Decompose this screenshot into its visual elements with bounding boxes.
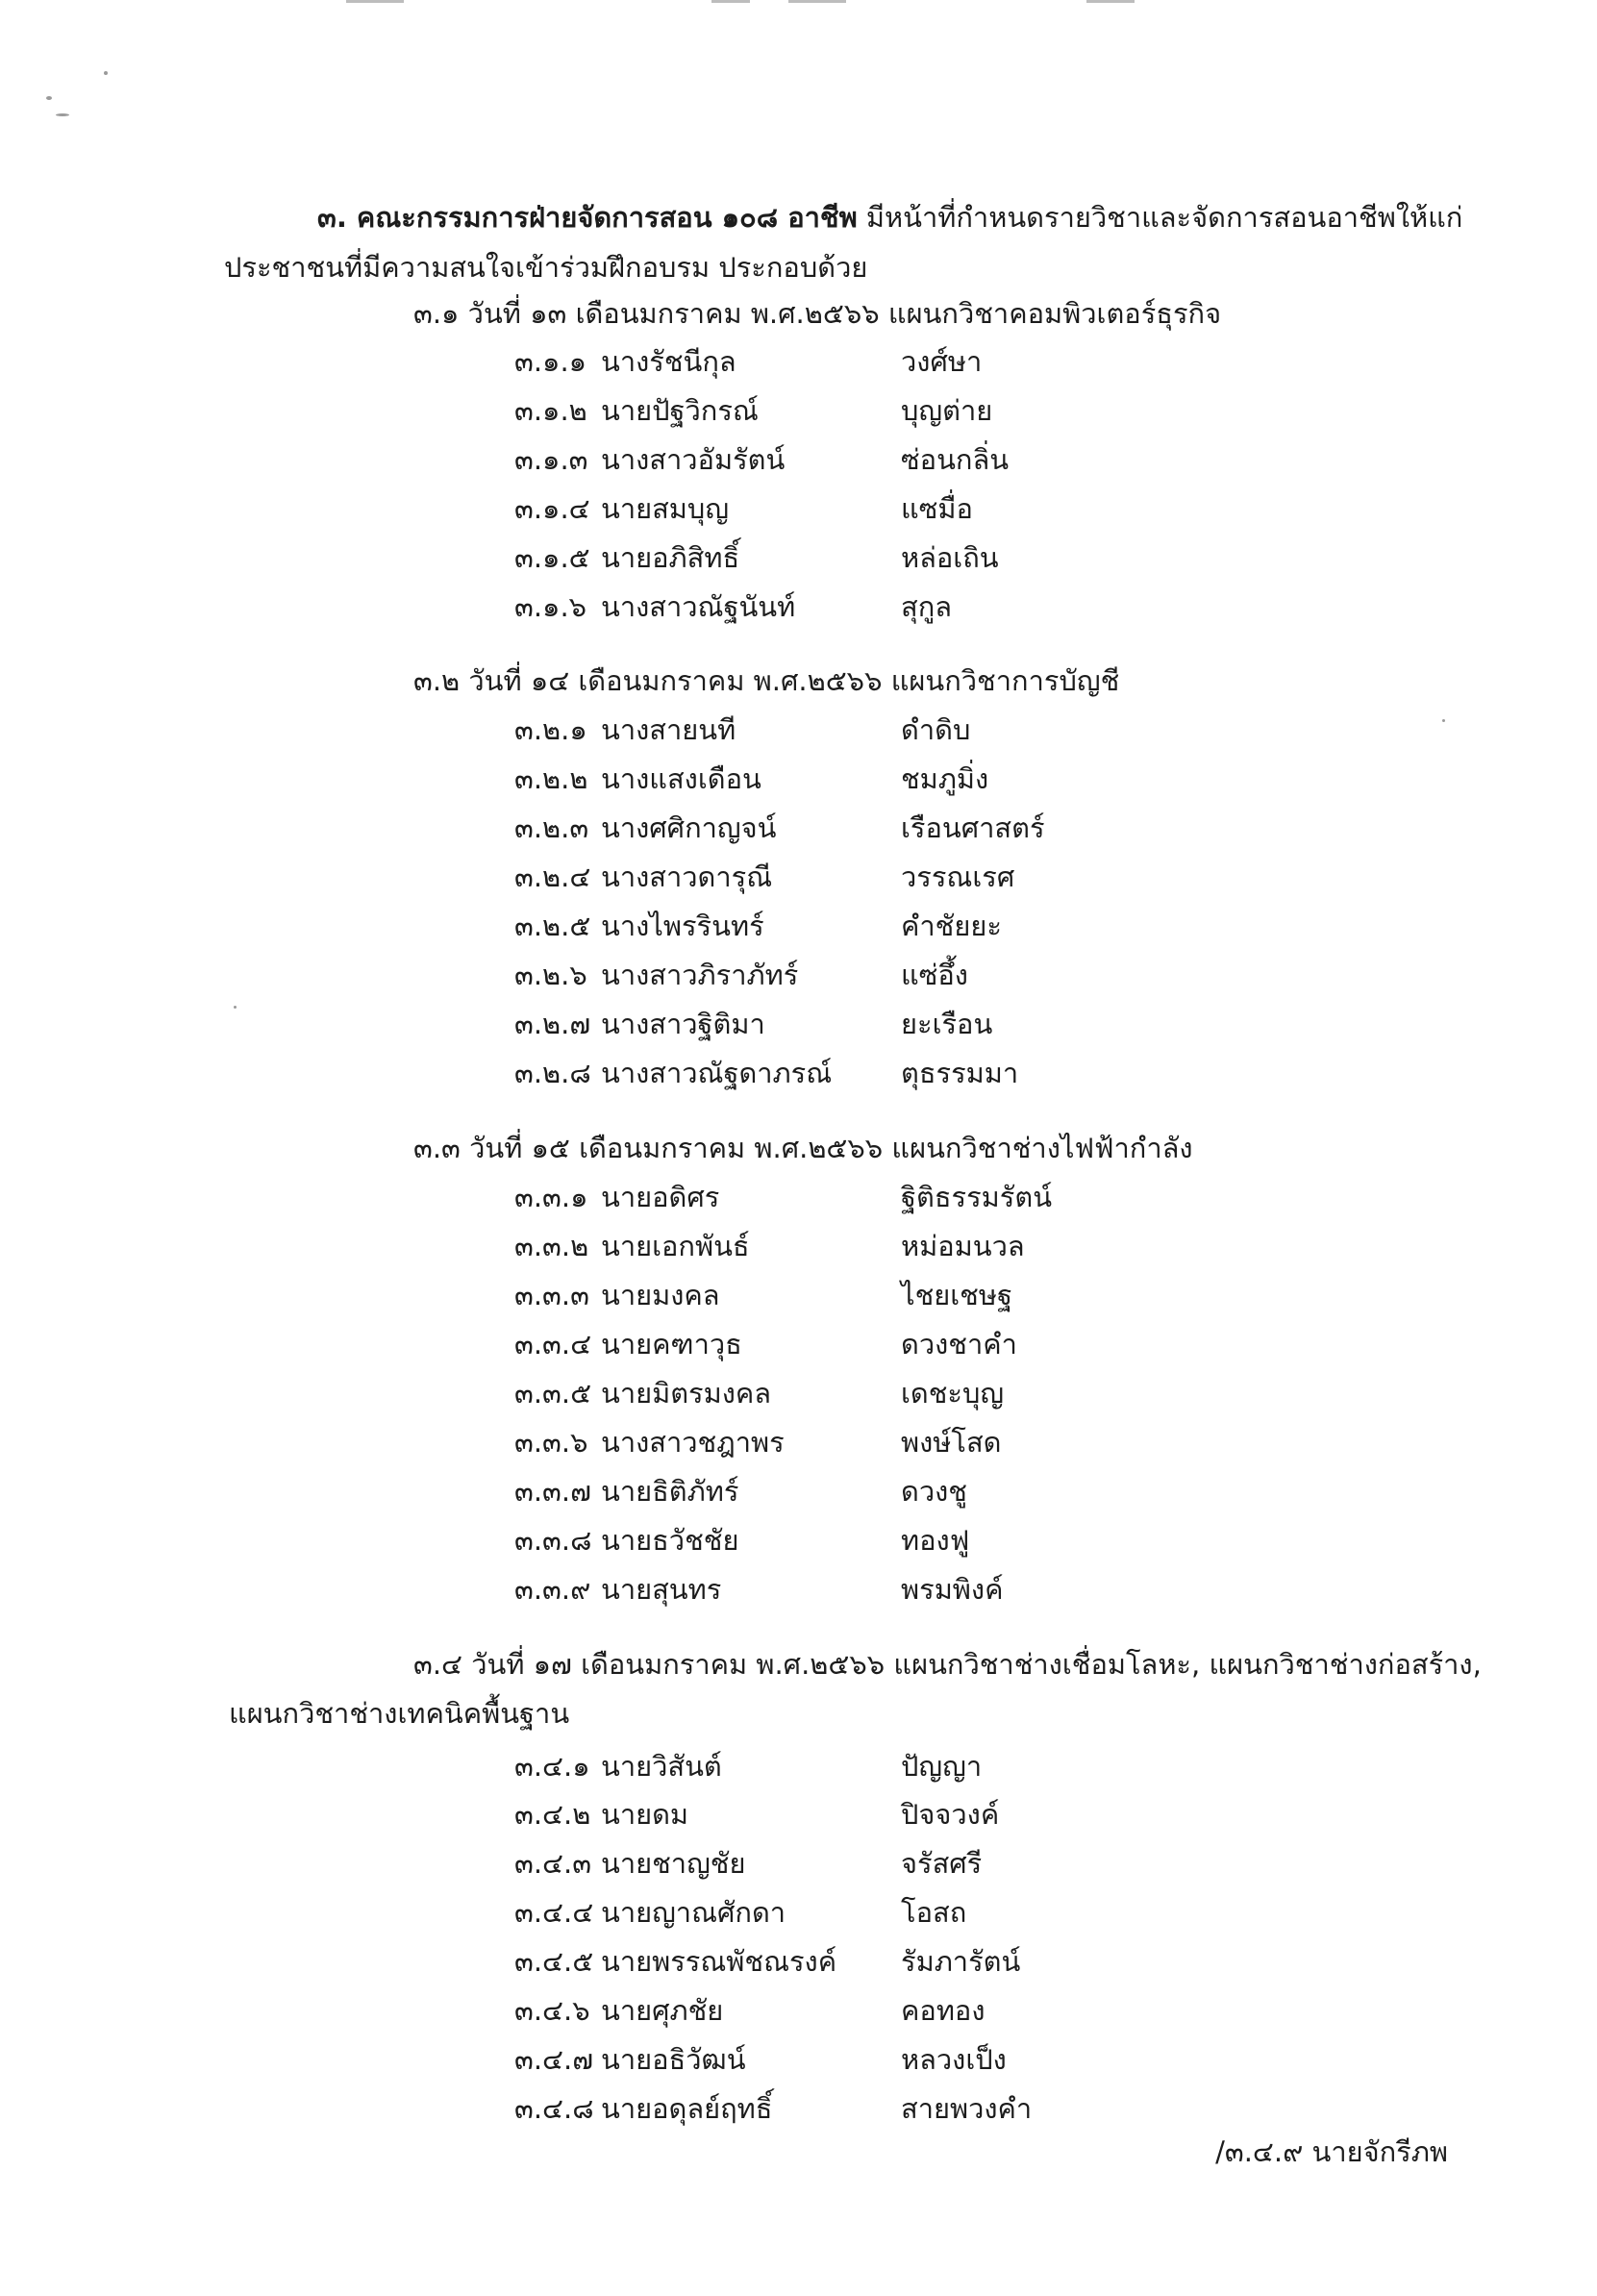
member-surname: โอสถ xyxy=(901,1896,967,1929)
member-surname: ทองฟู xyxy=(901,1524,970,1557)
member-number: ๓.๓.๙ xyxy=(514,1573,591,1606)
member-surname: เรือนศาสตร์ xyxy=(901,811,1045,844)
member-number: ๓.๑.๕ xyxy=(514,541,590,574)
member-row xyxy=(514,1276,1476,1314)
member-number: ๓.๒.๒ xyxy=(514,762,588,795)
member-surname: แซ่อึ้ง xyxy=(901,959,968,991)
member-name: นางสาวดารุณี xyxy=(601,861,773,893)
member-name: นายดม xyxy=(601,1798,689,1831)
member-name: นางแสงเดือน xyxy=(601,762,761,795)
member-surname: พงษ์โสด xyxy=(901,1426,1002,1459)
member-name: นางไพรรินทร์ xyxy=(601,910,764,942)
member-name: นายญาณศักดา xyxy=(601,1896,786,1929)
member-number: ๓.๒.๖ xyxy=(514,959,587,991)
member-number: ๓.๔.๗ xyxy=(514,2043,594,2076)
member-number: ๓.๔.๒ xyxy=(514,1798,591,1831)
section-heading-3-3: ๓.๓ วันที่ ๑๕ เดือนมกราคม พ.ศ.๒๕๖๖ แผนกวิชาช่างไฟฟ้ากำลัง xyxy=(413,1132,1193,1164)
member-row xyxy=(514,391,1476,430)
member-number: ๓.๓.๓ xyxy=(514,1279,589,1311)
member-row xyxy=(514,858,1476,896)
member-number: ๓.๔.๕ xyxy=(514,1945,594,1978)
member-name: นางสาวชฎาพร xyxy=(601,1426,785,1459)
member-number: ๓.๔.๖ xyxy=(514,1994,590,2027)
member-surname: ฐิติธรรมรัตน์ xyxy=(901,1181,1053,1213)
member-name: นางสาวภิราภัทร์ xyxy=(601,959,799,991)
member-surname: รัมภารัตน์ xyxy=(901,1945,1021,1978)
member-number: ๓.๔.๓ xyxy=(514,1847,592,1880)
intro-heading: ๓. คณะกรรมการฝ่ายจัดการสอน ๑๐๘ อาชีพ xyxy=(317,201,858,234)
member-number: ๓.๓.๑ xyxy=(514,1181,588,1213)
member-surname: ปิจจวงค์ xyxy=(901,1798,1000,1831)
member-name: นายธิติภัทร์ xyxy=(601,1475,739,1508)
member-name: นางสาวอัมรัตน์ xyxy=(601,443,786,476)
member-row xyxy=(514,1942,1476,1981)
member-name: นายมิตรมงคล xyxy=(601,1377,772,1410)
member-number: ๓.๒.๕ xyxy=(514,910,591,942)
member-number: ๓.๓.๒ xyxy=(514,1230,589,1262)
member-surname: จรัสศรี xyxy=(901,1847,983,1880)
member-row xyxy=(514,809,1476,847)
member-name: นายศุภชัย xyxy=(601,1994,724,2027)
member-number: ๓.๓.๕ xyxy=(514,1377,592,1410)
member-row xyxy=(514,1472,1476,1510)
member-row xyxy=(514,1795,1476,1834)
member-surname: วงศ์ษา xyxy=(901,345,983,378)
section-heading-3-2: ๓.๒ วันที่ ๑๔ เดือนมกราคม พ.ศ.๒๕๖๖ แผนกวิชาการบัญชี xyxy=(413,664,1120,697)
member-surname: สุกูล xyxy=(901,590,953,623)
member-name: นายสุนทร xyxy=(601,1573,722,1606)
member-name: นายอภิสิทธิ์ xyxy=(601,541,740,574)
member-number: ๓.๓.๗ xyxy=(514,1475,591,1508)
member-name: นางรัชนีกุล xyxy=(601,345,736,378)
member-name: นางสายนที xyxy=(601,713,736,746)
member-row xyxy=(514,1844,1476,1883)
member-surname: พรมพิงค์ xyxy=(901,1573,1004,1606)
member-surname: ซ่อนกลิ่น xyxy=(901,443,1010,476)
member-row xyxy=(514,956,1476,994)
member-name: นายธวัชชัย xyxy=(601,1524,739,1557)
member-number: ๓.๒.๔ xyxy=(514,861,591,893)
member-surname: ไชยเชษฐ xyxy=(901,1279,1012,1311)
member-row xyxy=(514,489,1476,528)
member-row xyxy=(514,1747,1476,1785)
member-number: ๓.๑.๑ xyxy=(514,345,587,378)
intro-line-2: ประชาชนที่มีความสนใจเข้าร่วมฝึกอบรม ประกอบด้วย xyxy=(224,251,868,284)
member-row xyxy=(514,760,1476,798)
member-number: ๓.๓.๖ xyxy=(514,1426,588,1459)
intro-line-1 xyxy=(317,193,1462,241)
member-name: นายคฑาวุธ xyxy=(601,1328,742,1360)
member-row xyxy=(514,342,1476,381)
member-number: ๓.๒.๗ xyxy=(514,1008,591,1040)
member-row xyxy=(514,440,1476,479)
scan-artifact xyxy=(788,0,846,3)
member-row xyxy=(514,1374,1476,1412)
member-row xyxy=(514,2040,1476,2079)
member-surname: แซมื่อ xyxy=(901,492,973,525)
member-surname: คอทอง xyxy=(901,1994,986,2027)
scan-artifact xyxy=(1086,0,1135,3)
member-number: ๓.๑.๓ xyxy=(514,443,588,476)
section-heading-3-4-cont: แผนกวิชาช่างเทคนิคพื้นฐาน xyxy=(229,1697,570,1730)
member-name: นายพรรณพัชณรงค์ xyxy=(601,1945,837,1978)
member-surname: หม่อมนวล xyxy=(901,1230,1025,1262)
member-row xyxy=(514,907,1476,945)
scan-artifact xyxy=(711,0,750,3)
member-row xyxy=(514,538,1476,577)
member-surname: คำชัยยะ xyxy=(901,910,1002,942)
member-number: ๓.๓.๘ xyxy=(514,1524,592,1557)
member-name: นายอดิศร xyxy=(601,1181,720,1213)
member-surname: ยะเรือน xyxy=(901,1008,993,1040)
member-surname: ตุธรรมมา xyxy=(901,1057,1019,1089)
member-row xyxy=(514,1005,1476,1043)
member-name: นายมงคล xyxy=(601,1279,720,1311)
member-surname: ดวงชาคำ xyxy=(901,1328,1017,1360)
member-number: ๓.๑.๒ xyxy=(514,394,587,427)
member-name: นายสมบุญ xyxy=(601,492,730,525)
member-row xyxy=(514,1423,1476,1461)
member-surname: ปัญญา xyxy=(901,1750,983,1783)
member-row xyxy=(514,587,1476,626)
scan-artifact xyxy=(346,0,404,3)
member-surname: หลวงเป็ง xyxy=(901,2043,1007,2076)
member-name: นางสาวณัฐนันท์ xyxy=(601,590,796,623)
member-name: นายวิสันต์ xyxy=(601,1750,722,1783)
member-number: ๓.๓.๔ xyxy=(514,1328,592,1360)
member-row xyxy=(514,1570,1476,1609)
member-number: ๓.๔.๑ xyxy=(514,1750,590,1783)
member-surname: ดำดิบ xyxy=(901,713,971,746)
member-number: ๓.๒.๓ xyxy=(514,811,589,844)
member-surname: เดชะบุญ xyxy=(901,1377,1005,1410)
scan-speck xyxy=(234,1006,237,1009)
member-row xyxy=(514,711,1476,749)
member-surname: หล่อเถิน xyxy=(901,541,999,574)
member-name: นายปัฐวิกรณ์ xyxy=(601,394,759,427)
member-row xyxy=(514,1521,1476,1560)
intro-text: มีหน้าที่กำหนดรายวิชาและจัดการสอนอาชีพให้แก่ xyxy=(857,201,1463,234)
member-row xyxy=(514,2089,1476,2128)
member-name: นายเอกพันธ์ xyxy=(601,1230,750,1262)
member-row xyxy=(514,1227,1476,1265)
member-surname: ดวงชู xyxy=(901,1475,967,1508)
member-name: นายชาญชัย xyxy=(601,1847,746,1880)
member-surname: วรรณเรศ xyxy=(901,861,1015,893)
scan-speck xyxy=(46,96,52,100)
member-row xyxy=(514,1991,1476,2030)
member-name: นางศศิกาญจน์ xyxy=(601,811,777,844)
member-row xyxy=(514,1178,1476,1216)
section-heading-3-1: ๓.๑ วันที่ ๑๓ เดือนมกราคม พ.ศ.๒๕๖๖ แผนกวิชาคอมพิวเตอร์ธุรกิจ xyxy=(413,297,1222,330)
scan-speck xyxy=(104,71,108,75)
continuation-marker: /๓.๔.๙ นายจักรีภพ xyxy=(1215,2135,1448,2168)
member-name: นางสาวณัฐดาภรณ์ xyxy=(601,1057,833,1089)
member-number: ๓.๑.๔ xyxy=(514,492,590,525)
member-number: ๓.๔.๘ xyxy=(514,2092,594,2125)
member-row xyxy=(514,1893,1476,1932)
member-number: ๓.๔.๔ xyxy=(514,1896,594,1929)
member-name: นายอดุลย์ฤทธิ์ xyxy=(601,2092,773,2125)
member-surname: ชมภูมิ่ง xyxy=(901,762,989,795)
member-surname: สายพวงคำ xyxy=(901,2092,1033,2125)
member-number: ๓.๑.๖ xyxy=(514,590,587,623)
member-surname: บุญต่าย xyxy=(901,394,993,427)
member-row xyxy=(514,1054,1476,1092)
section-heading-3-4: ๓.๔ วันที่ ๑๗ เดือนมกราคม พ.ศ.๒๕๖๖ แผนกวิชาช่างเชื่อมโลหะ, แผนกวิชาช่างก่อสร้าง, xyxy=(413,1648,1482,1681)
member-number: ๓.๒.๘ xyxy=(514,1057,591,1089)
member-number: ๓.๒.๑ xyxy=(514,713,587,746)
member-name: นางสาวฐิติมา xyxy=(601,1008,765,1040)
member-name: นายอธิวัฒน์ xyxy=(601,2043,746,2076)
scan-speck xyxy=(56,113,69,116)
member-row xyxy=(514,1325,1476,1363)
